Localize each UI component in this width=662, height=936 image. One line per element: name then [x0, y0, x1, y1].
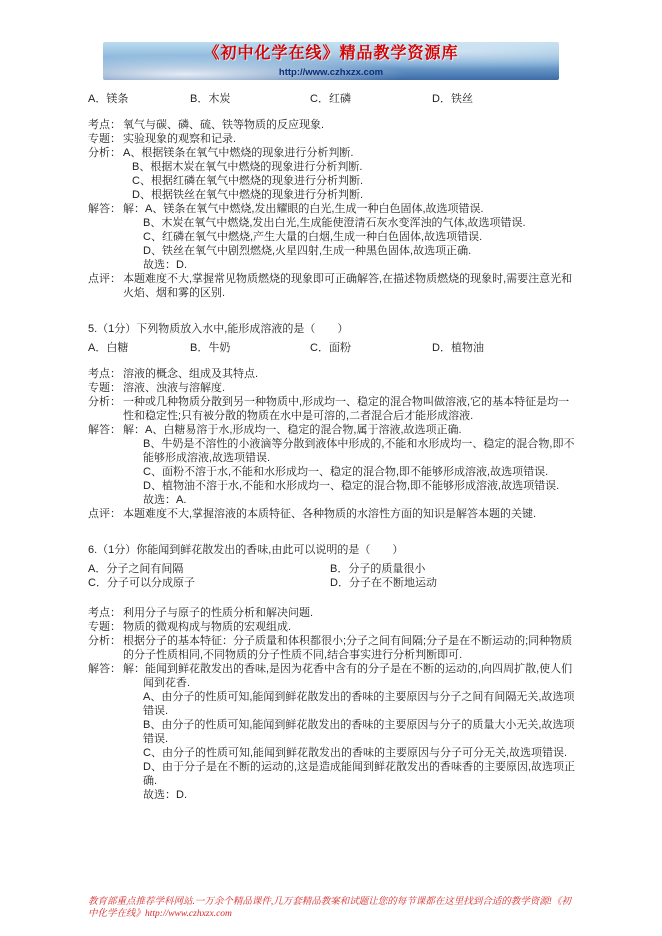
q5-title: 5.（1分）下列物质放入水中,能形成溶液的是（ ）	[88, 323, 349, 335]
q6-zhuanti-text: 物质的微观构成与物质的宏观组成.	[123, 621, 292, 633]
q4-explanation	[88, 118, 577, 300]
q5-jieda-row	[88, 423, 577, 507]
banner-url-link[interactable]: http://www.czhxzx.com	[278, 67, 384, 78]
q6-zhuanti-row	[88, 620, 577, 634]
q6-explanation	[88, 606, 577, 802]
q5-option-b: B．牛奶	[190, 342, 231, 354]
jieda-label: 解答：	[88, 663, 121, 675]
q4-zhuanti-text: 实验现象的观察和记录.	[123, 133, 237, 145]
q6-options-row-2	[88, 576, 577, 590]
q4-kaodian-text: 氧气与碳、磷、硫、铁等物质的反应现象.	[123, 119, 325, 131]
q6-kaodian-row	[88, 606, 577, 620]
q5-jieda-text	[123, 423, 577, 507]
q4-jieda-line-c: C、红磷在氧气中燃烧,产生大量的白烟,生成一种白色固体,故选项错误.	[143, 231, 483, 243]
q5-dianping-text: 本题难度不大,掌握溶液的本质特征、各种物质的水溶性方面的知识是解答本题的关键.	[123, 508, 537, 520]
fenxi-label: 分析：	[88, 635, 121, 647]
q4-dianping-text: 本题难度不大,掌握常见物质燃烧的现象即可正确解答,在描述物质燃烧的现象时,需要注意光和火焰、烟和雾的区别.	[123, 273, 573, 299]
q4-kaodian-row	[88, 118, 577, 132]
kaodian-label: 考点：	[88, 607, 121, 619]
q4-options-row	[88, 92, 577, 106]
dianping-label: 点评：	[88, 273, 121, 285]
q5-answer-line: 故选：A.	[143, 494, 187, 506]
jieda-label: 解答：	[88, 424, 121, 436]
q4-jieda-line-d: D、铁丝在氧气中剧烈燃烧,火星四射,生成一种黑色固体,故选项正确.	[143, 245, 472, 257]
q6-options-row-1	[88, 562, 577, 576]
kaodian-label: 考点：	[88, 368, 121, 380]
q6-fenxi-text: 根据分子的基本特征：分子质量和体积都很小;分子之间有间隔;分子是在不断运动的;同种物质的分子性质相同,不同物质的分子性质不同,结合事实进行分析判断即可.	[123, 635, 573, 661]
q5-jieda-line-b: B、牛奶是不溶性的小液滴等分散到液体中形成的,不能和水形成均一、稳定的混合物,即不能够形成溶液,故选项错误.	[143, 438, 575, 464]
q5-kaodian-row	[88, 367, 577, 381]
q4-zhuanti-row	[88, 132, 577, 146]
q4-fenxi-line-a: A、根据镁条在氧气中燃烧的现象进行分析判断.	[123, 147, 354, 159]
q4-dianping-row	[88, 272, 577, 300]
footer-promo-text: 教育部重点推荐学科网站.一万余个精品课件,几万套精品教案和试题让您的每节课都在这里找到合适的教学资源!《初中化学在线》http://www.czhxzx.com	[88, 897, 571, 919]
q4-jieda-line-a: 解：A、镁条在氧气中燃烧,发出耀眼的白光,生成一种白色固体,故选项错误.	[123, 203, 484, 215]
q6-option-c: C．分子可以分成原子	[88, 577, 195, 589]
q6-title: 6.（1分）你能闻到鲜花散发出的香味,由此可以说明的是（ ）	[88, 544, 404, 556]
q5-option-a: A．白糖	[88, 342, 129, 354]
fenxi-label: 分析：	[88, 396, 121, 408]
q5-option-c: C．面粉	[310, 342, 351, 354]
q4-jieda-text	[123, 202, 577, 272]
q5-option-d: D．植物油	[432, 342, 484, 354]
q4-jieda-row	[88, 202, 577, 272]
zhuanti-label: 专题：	[88, 133, 121, 145]
q6-options-grid	[88, 562, 577, 590]
q6-option-d: D．分子在不断地运动	[330, 577, 437, 589]
q6-jieda-row	[88, 662, 577, 802]
q6-jieda-line-a: A、由分子的性质可知,能闻到鲜花散发出的香味的主要原因与分子之间有间隔无关,故选项错误.	[143, 691, 575, 717]
q6-answer-line: 故选：D.	[143, 789, 187, 801]
q6-option-a: A．分子之间有间隔	[88, 563, 184, 575]
q5-zhuanti-text: 溶液、浊液与溶解度.	[123, 382, 226, 394]
q6-option-b: B．分子的质量很小	[330, 563, 426, 575]
q4-fenxi-line-b: B、根据木炭在氧气中燃烧的现象进行分析判断.	[132, 161, 363, 173]
q6-fenxi-row	[88, 634, 577, 662]
q4-option-b: B．木炭	[190, 93, 231, 105]
q5-kaodian-text: 溶液的概念、组成及其特点.	[123, 368, 259, 380]
jieda-label: 解答：	[88, 203, 121, 215]
q6-kaodian-text: 利用分子与原子的性质分析和解决问题.	[123, 607, 314, 619]
q4-option-d: D．铁丝	[432, 93, 473, 105]
q4-answer-line: 故选：D.	[143, 259, 187, 271]
q5-zhuanti-row	[88, 381, 577, 395]
q5-fenxi-row	[88, 395, 577, 423]
q4-option-a: A．镁条	[88, 93, 129, 105]
fenxi-label: 分析：	[88, 147, 121, 159]
q5-jieda-line-a: 解：A、白糖易溶于水,形成均一、稳定的混合物,属于溶液,故选项正确.	[123, 424, 462, 436]
q4-option-c: C．红磷	[310, 93, 351, 105]
zhuanti-label: 专题：	[88, 621, 121, 633]
q5-explanation	[88, 367, 577, 521]
q4-jieda-line-b: B、木炭在氧气中燃烧,发出白光,生成能使澄清石灰水变浑浊的气体,故选项错误.	[143, 217, 526, 229]
q5-jieda-line-c: C、面粉不溶于水,不能和水形成均一、稳定的混合物,即不能够形成溶液,故选项错误.	[143, 466, 549, 478]
q4-fenxi-line-c: C、根据红磷在氧气中燃烧的现象进行分析判断.	[132, 175, 363, 187]
document-content	[0, 80, 662, 802]
q5-jieda-line-d: D、植物油不溶于水,不能和水形成均一、稳定的混合物,即不能够形成溶液,故选项错误.	[143, 480, 560, 492]
q4-fenxi-line-d: D、根据铁丝在氧气中燃烧的现象进行分析判断.	[132, 189, 363, 201]
q6-jieda-line-d: D、由于分子是在不断的运动的,这是造成能闻到鲜花散发出的香味香的主要原因,故选项正确.	[143, 761, 576, 787]
q6-jieda-intro: 解：能闻到鲜花散发出的香味,是因为花香中含有的分子是在不断的运动的,向四周扩散,使人们闻到花香.	[123, 663, 573, 689]
q6-jieda-text	[123, 662, 577, 802]
q4-fenxi-row	[88, 146, 577, 202]
banner-title: 《初中化学在线》精品教学资源库	[203, 45, 459, 62]
q5-fenxi-text: 一种或几种物质分散到另一种物质中,形成均一、稳定的混合物叫做溶液,它的基本特征是均一性和稳定性;只有被分散的物质在水中是可溶的,二者混合后才能形成溶液.	[123, 396, 570, 422]
kaodian-label: 考点：	[88, 119, 121, 131]
q5-options-row	[88, 341, 577, 355]
q4-fenxi-text	[123, 146, 577, 202]
q6-jieda-line-b: B、由分子的性质可知,能闻到鲜花散发出的香味的主要原因与分子的质量大小无关,故选项错误.	[143, 719, 575, 745]
q5-dianping-row	[88, 507, 577, 521]
zhuanti-label: 专题：	[88, 382, 121, 394]
site-banner[interactable]	[103, 42, 559, 80]
dianping-label: 点评：	[88, 508, 121, 520]
q6-jieda-line-c: C、由分子的性质可知,能闻到鲜花散发出的香味的主要原因与分子可分无关,故选项错误.	[143, 747, 568, 759]
